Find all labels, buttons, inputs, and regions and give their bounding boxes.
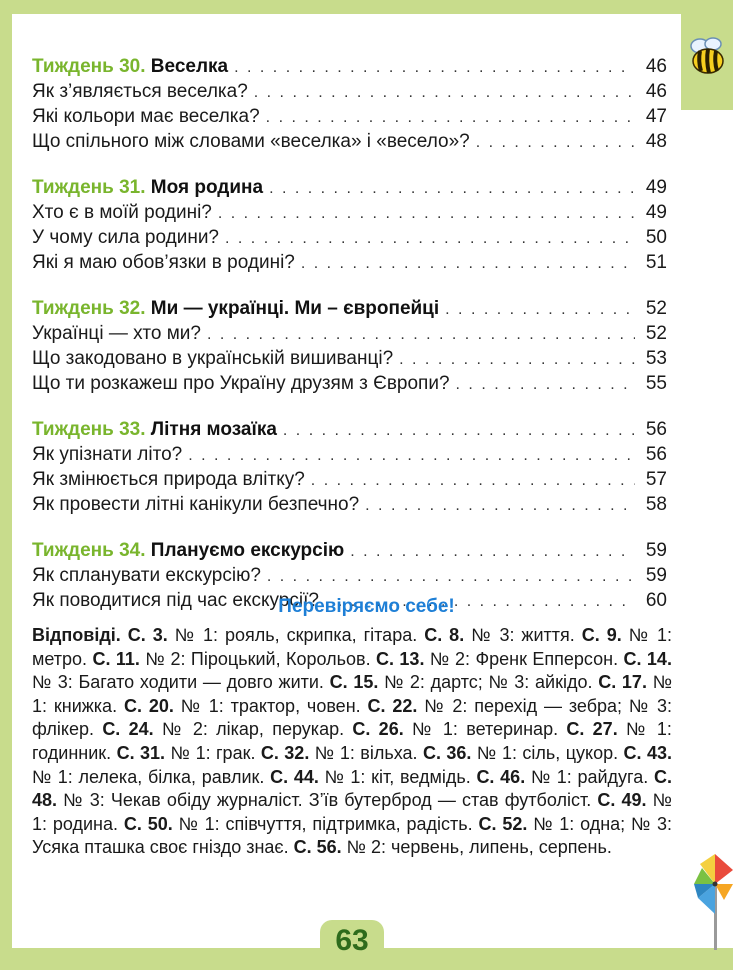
toc-item[interactable]	[32, 346, 667, 371]
leader-dots	[188, 443, 635, 468]
answer-page-ref: С. 48.	[32, 766, 672, 811]
toc-item[interactable]	[32, 104, 667, 129]
answers-paragraph	[32, 624, 672, 860]
page-ref: 57	[645, 469, 667, 490]
answer-list	[32, 625, 672, 857]
answer-text: № 3: Багато ходити — довго жити.	[32, 672, 324, 693]
answer-page-ref: С. 52.	[478, 813, 528, 834]
answer-entry	[124, 696, 361, 716]
page-ref: 51	[645, 252, 667, 273]
answer-page-ref: С. 27.	[566, 719, 618, 740]
answer-text: № 1: родина.	[32, 790, 672, 834]
toc-item[interactable]	[32, 79, 667, 104]
page-number: 63	[335, 924, 369, 957]
table-of-contents	[32, 54, 667, 634]
toc-item-title: Що закодовано в українській вишиванці?	[32, 348, 394, 369]
toc-week-heading[interactable]	[32, 175, 667, 200]
answer-text: № 1: одна; № 3: Усяка пташка своє гніздо знає.	[32, 813, 672, 858]
page-ref: 48	[645, 131, 667, 152]
toc-week-heading[interactable]	[32, 417, 667, 442]
leader-dots	[207, 322, 635, 347]
leader-dots	[266, 105, 635, 130]
pinwheel-icon	[684, 840, 733, 950]
leader-dots	[269, 176, 635, 201]
toc-item-title: Що спільного між словами «веселка» і «весело»?	[32, 131, 470, 152]
week-name: Веселка	[150, 56, 229, 77]
week-name: Моя родина	[150, 177, 264, 198]
toc-week-31	[32, 175, 667, 275]
answer-page-ref: С. 22.	[367, 695, 418, 716]
toc-week-32	[32, 296, 667, 396]
answer-page-ref: С. 8.	[424, 625, 465, 645]
answer-text: № 1: лелека, білка, равлик.	[32, 766, 265, 787]
toc-item-title: Українці — хто ми?	[32, 323, 201, 344]
answer-entry	[117, 743, 256, 763]
answer-entry	[124, 814, 473, 834]
leader-dots	[311, 468, 635, 493]
leader-dots	[445, 297, 635, 322]
answer-page-ref: С. 20.	[123, 695, 174, 716]
answer-text: № 2: Піроцький, Корольов.	[145, 648, 371, 669]
toc-item-title: Хто є в моїй родині?	[32, 202, 212, 223]
toc-item-title: Що ти розкажеш про Україну друзям з Європи?	[32, 373, 450, 394]
page-ref: 59	[645, 565, 667, 586]
answer-entry	[352, 719, 558, 739]
leader-dots	[283, 418, 635, 443]
toc-item[interactable]	[32, 250, 667, 275]
frame-left	[0, 0, 12, 970]
answer-entry	[424, 625, 575, 645]
leader-dots	[225, 226, 635, 251]
frame-top	[0, 0, 733, 14]
page-ref: 59	[645, 540, 667, 561]
leader-dots	[350, 539, 635, 564]
answer-page-ref: С. 9.	[581, 625, 622, 645]
answer-entry	[376, 649, 618, 669]
toc-week-30	[32, 54, 667, 154]
week-name: Плануємо екскурсію	[150, 540, 345, 561]
toc-item-title: Як з’являється веселка?	[32, 81, 248, 102]
answer-entry	[128, 625, 417, 645]
answer-page-ref: С. 50.	[123, 813, 173, 834]
week-name: Ми — українці. Ми – європейці	[150, 298, 440, 319]
answer-text: № 1: кіт, ведмідь.	[324, 766, 471, 787]
toc-item[interactable]	[32, 442, 667, 467]
answer-page-ref: С. 43.	[623, 742, 672, 763]
toc-item-title: Які я маю обов’язки в родині?	[32, 252, 295, 273]
page-ref: 49	[645, 202, 667, 223]
answer-text: № 2: перехід — зебра; № 3: флікер.	[32, 695, 672, 740]
toc-item[interactable]	[32, 371, 667, 396]
answer-entry	[476, 767, 648, 787]
page-ref: 52	[645, 298, 667, 319]
answer-page-ref: С. 26.	[352, 719, 404, 740]
answer-text: № 1: рояль, скрипка, гітара.	[174, 625, 418, 645]
page-ref: 50	[645, 227, 667, 248]
page-ref: 46	[645, 56, 667, 77]
toc-item[interactable]	[32, 467, 667, 492]
toc-item-title: У чому сила родини?	[32, 227, 220, 248]
week-label: Тиждень 32.	[32, 298, 146, 319]
answer-page-ref: С. 46.	[476, 766, 526, 787]
page-ref: 56	[645, 419, 667, 440]
leader-dots	[365, 493, 635, 518]
page-ref: 47	[645, 106, 667, 127]
week-label: Тиждень 30.	[32, 56, 146, 77]
toc-item[interactable]	[32, 129, 667, 154]
answer-text: № 1: сіль, цукор.	[476, 742, 619, 763]
answer-text: № 1: трактор, човен.	[180, 695, 361, 716]
answer-page-ref: С. 31.	[116, 742, 166, 763]
toc-item-title: Як провести літні канікули безпечно?	[32, 494, 360, 515]
section-heading-check-yourself: Перевіряємо себе!	[278, 596, 455, 617]
answer-page-ref: С. 32.	[260, 742, 310, 763]
answer-text: № 1: райдуга.	[530, 766, 649, 787]
answer-entry	[294, 837, 612, 857]
answer-text: № 3: життя.	[471, 625, 575, 645]
answer-page-ref: С. 11.	[92, 648, 140, 669]
answer-entry	[92, 649, 370, 669]
answer-text: № 3: Чекав обіду журналіст. З’їв бутерброд — став футболіст.	[63, 790, 592, 811]
leader-dots	[476, 130, 635, 155]
leader-dots	[456, 372, 635, 397]
page-ref: 49	[645, 177, 667, 198]
toc-item[interactable]	[32, 321, 667, 346]
answer-page-ref: С. 3.	[127, 625, 168, 645]
answer-entry	[261, 743, 418, 763]
toc-item[interactable]	[32, 563, 667, 588]
answer-text: № 1: метро.	[32, 625, 673, 669]
page-ref: 55	[645, 373, 667, 394]
answer-page-ref: С. 49.	[597, 790, 647, 811]
answer-page-ref: С. 24.	[102, 719, 154, 740]
toc-week-heading[interactable]	[32, 54, 667, 79]
answer-text: № 2: дартс; № 3: айкідо.	[384, 672, 593, 693]
leader-dots	[399, 347, 635, 372]
week-label: Тиждень 34.	[32, 540, 146, 561]
bee-icon	[686, 34, 730, 78]
toc-item-title: Як змінюється природа влітку?	[32, 469, 305, 490]
answer-text: № 1: вільха.	[314, 742, 418, 763]
answer-page-ref: С. 13.	[376, 648, 425, 669]
answer-text: № 1: ветеринар.	[412, 719, 559, 740]
toc-week-33	[32, 417, 667, 517]
answer-text: № 1: грак.	[170, 742, 256, 763]
page-ref: 58	[645, 494, 667, 515]
answer-text: № 2: червень, липень, серпень.	[346, 837, 612, 858]
page-ref: 53	[645, 348, 667, 369]
toc-item[interactable]	[32, 492, 667, 517]
answer-page-ref: С. 17.	[598, 672, 647, 693]
answer-page-ref: С. 44.	[270, 766, 319, 787]
answers-label: Відповіді.	[32, 625, 121, 645]
answer-page-ref: С. 15.	[329, 672, 379, 693]
answer-text: № 1: співчуття, підтримка, радість.	[178, 813, 473, 834]
toc-item-title: Як поводитися під час екскурсії?	[32, 590, 319, 611]
answer-entry	[423, 743, 618, 763]
answer-text: № 1: книжка.	[32, 672, 672, 716]
answer-entry	[102, 719, 344, 739]
leader-dots	[301, 251, 635, 276]
page-ref: 46	[645, 81, 667, 102]
toc-item-title: Як упізнати літо?	[32, 444, 183, 465]
leader-dots	[218, 201, 635, 226]
answer-text: № 2: Френк Епперсон.	[429, 648, 619, 669]
page-ref: 56	[645, 444, 667, 465]
page-ref: 52	[645, 323, 667, 344]
toc-week-heading[interactable]	[32, 538, 667, 563]
toc-item-title: Які кольори має веселка?	[32, 106, 260, 127]
answer-entry	[330, 672, 593, 692]
answer-page-ref: С. 56.	[293, 837, 342, 858]
week-name: Літня мозаїка	[150, 419, 277, 440]
toc-item[interactable]	[32, 225, 667, 250]
toc-week-heading[interactable]	[32, 296, 667, 321]
toc-item[interactable]	[32, 200, 667, 225]
week-label: Тиждень 33.	[32, 419, 146, 440]
page-ref: 60	[645, 590, 667, 611]
answer-page-ref: С. 14.	[623, 648, 672, 669]
leader-dots	[267, 564, 635, 589]
answer-entry	[270, 767, 471, 787]
leader-dots	[234, 55, 635, 80]
answer-text: № 2: лікар, перукар.	[161, 719, 345, 740]
toc-item-title: Як спланувати екскурсію?	[32, 565, 261, 586]
answer-page-ref: С. 36.	[422, 742, 472, 763]
answer-text: № 1: годинник.	[32, 719, 672, 763]
week-label: Тиждень 31.	[32, 177, 146, 198]
leader-dots	[254, 80, 635, 105]
